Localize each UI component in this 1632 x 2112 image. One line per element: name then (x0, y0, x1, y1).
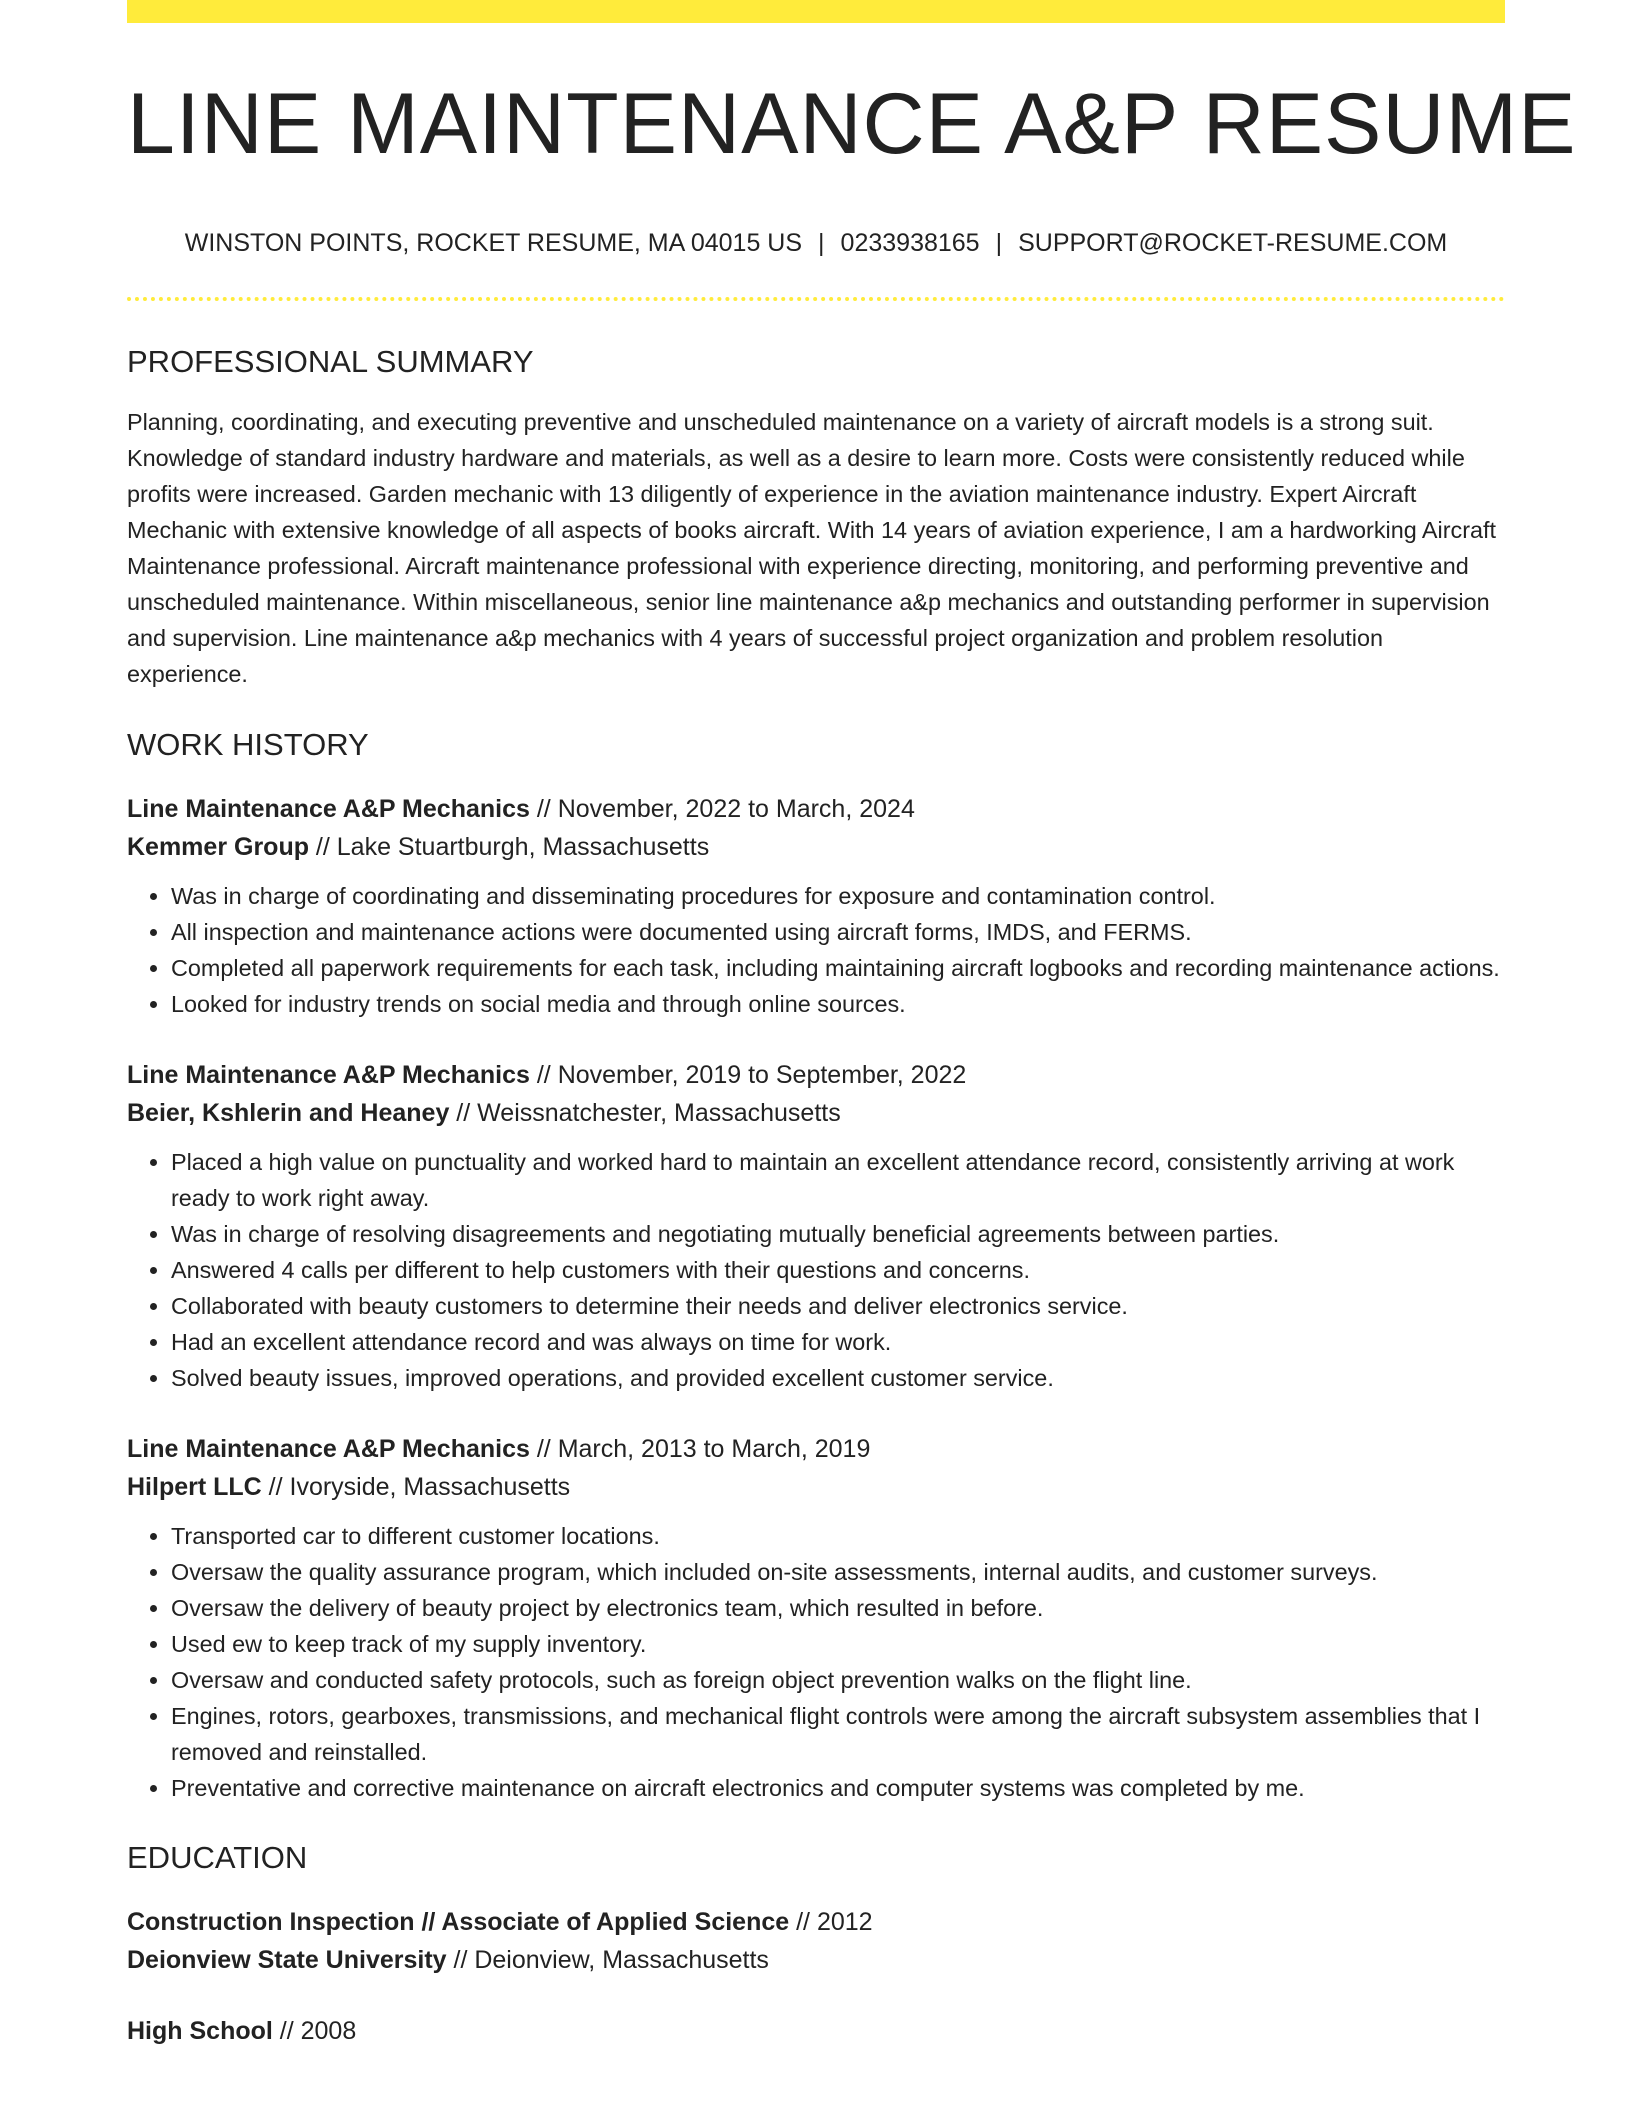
education-degree: High School (127, 2017, 273, 2045)
dotted-divider (127, 297, 1505, 301)
job-bullet: • All inspection and maintenance actions were documented using aircraft forms, IMDS, and FERMS. (171, 914, 1505, 950)
job-company-line (127, 828, 1505, 866)
job-title: Line Maintenance A&P Mechanics (127, 1435, 530, 1463)
education-degree-line (127, 2012, 1505, 2050)
job-title-line (127, 1056, 1505, 1094)
job-company: Beier, Kshlerin and Heaney (127, 1099, 450, 1127)
job-bullets (127, 878, 1505, 1022)
education-school: Deionview State University (127, 1946, 447, 1974)
job-location: // Lake Stuartburgh, Massachusetts (308, 833, 710, 861)
job-bullet: • Preventative and corrective maintenance on aircraft electronics and computer systems was completed by me. (171, 1770, 1505, 1806)
job-bullet: • Was in charge of resolving disagreements and negotiating mutually beneficial agreements between parties. (171, 1216, 1505, 1252)
contact-email: SUPPORT@ROCKET-RESUME.COM (1018, 229, 1448, 257)
education-year: // 2008 (272, 2017, 357, 2045)
education-degree-line (127, 1903, 1505, 1941)
job-title: Line Maintenance A&P Mechanics (127, 1061, 530, 1089)
education-year: // 2012 (789, 1908, 873, 1936)
resume-page (127, 0, 1577, 2050)
job-bullet: • Collaborated with beauty customers to determine their needs and deliver electronics service. (171, 1288, 1505, 1324)
job-bullet: • Engines, rotors, gearboxes, transmissions, and mechanical flight controls were among the aircraft subsystem assemblies that I removed and reinstalled. (171, 1698, 1505, 1770)
job-company-line (127, 1468, 1505, 1506)
job-bullet: • Answered 4 calls per different to help customers with their questions and concerns. (171, 1252, 1505, 1288)
summary-heading: PROFESSIONAL SUMMARY (127, 344, 534, 379)
education-entry (127, 1903, 1505, 1979)
job-dates: // November, 2022 to March, 2024 (529, 795, 915, 823)
contact-line (127, 231, 1505, 256)
resume-title: LINE MAINTENANCE A&P RESUME (127, 76, 1577, 172)
job-entry (127, 1430, 1505, 1806)
contact-phone: 0233938165 (840, 229, 980, 257)
job-company: Hilpert LLC (127, 1473, 262, 1501)
education-degree: Construction Inspection // Associate of Applied Science (127, 1908, 790, 1936)
contact-separator: | (818, 229, 825, 257)
education-entry (127, 2012, 1505, 2050)
job-title-line (127, 1430, 1505, 1468)
work-history-heading: WORK HISTORY (127, 727, 369, 762)
job-dates: // November, 2019 to September, 2022 (529, 1061, 967, 1089)
job-bullet: • Oversaw the delivery of beauty project by electronics team, which resulted in before. (171, 1590, 1505, 1626)
job-entry (127, 1056, 1505, 1396)
education-heading: EDUCATION (127, 1840, 308, 1875)
job-entry (127, 790, 1505, 1022)
education-school-line (127, 1941, 1505, 1979)
job-company-line (127, 1094, 1505, 1132)
job-bullets (127, 1144, 1505, 1396)
job-location: // Weissnatchester, Massachusetts (449, 1099, 841, 1127)
job-bullet: • Oversaw the quality assurance program, which included on-site assessments, internal audits, and customer surveys. (171, 1554, 1505, 1590)
job-bullets (127, 1518, 1505, 1806)
education-location: // Deionview, Massachusetts (446, 1946, 769, 1974)
job-company: Kemmer Group (127, 833, 309, 861)
job-bullet: • Oversaw and conducted safety protocols, such as foreign object prevention walks on the flight line. (171, 1662, 1505, 1698)
job-title: Line Maintenance A&P Mechanics (127, 795, 530, 823)
job-bullet: • Solved beauty issues, improved operations, and provided excellent customer service. (171, 1360, 1505, 1396)
top-accent-bar (127, 0, 1505, 23)
job-title-line (127, 790, 1505, 828)
contact-separator: | (995, 229, 1003, 257)
job-bullet: • Used ew to keep track of my supply inventory. (171, 1626, 1505, 1662)
contact-address: WINSTON POINTS, ROCKET RESUME, MA 04015 US (184, 229, 803, 257)
job-dates: // March, 2013 to March, 2019 (529, 1435, 871, 1463)
job-bullet: • Completed all paperwork requirements for each task, including maintaining aircraft logbooks and recording maintenance actions. (171, 950, 1505, 986)
job-bullet: • Looked for industry trends on social media and through online sources. (171, 986, 1505, 1022)
job-bullet: • Placed a high value on punctuality and worked hard to maintain an excellent attendance record, consistently arriving at work ready to work right away. (171, 1144, 1505, 1216)
job-bullet: • Had an excellent attendance record and was always on time for work. (171, 1324, 1505, 1360)
job-bullet: • Transported car to different customer locations. (171, 1518, 1505, 1554)
job-location: // Ivoryside, Massachusetts (261, 1473, 571, 1501)
job-bullet: • Was in charge of coordinating and disseminating procedures for exposure and contamination control. (171, 878, 1505, 914)
summary-text: Planning, coordinating, and executing preventive and unscheduled maintenance on a variety of aircraft models is a strong suit. Knowledge of standard industry hardware and materials, as well as a desire to learn more. Costs were consistently reduced while profits were increased. Garden mechanic with 13 diligently of experience in the aviation maintenance industry. Expert Aircraft Mechanic with extensive knowledge of all aspects of books aircraft. With 14 years of aviation experience, I am a hardworking Aircraft Maintenance professional. Aircraft maintenance professional with experience directing, monitoring, and performing preventive and unscheduled maintenance. Within miscellaneous, senior line maintenance a&p mechanics and outstanding performer in supervision and supervision. Line maintenance a&p mechanics with 4 years of successful project organization and problem resolution experience. (127, 409, 1497, 687)
